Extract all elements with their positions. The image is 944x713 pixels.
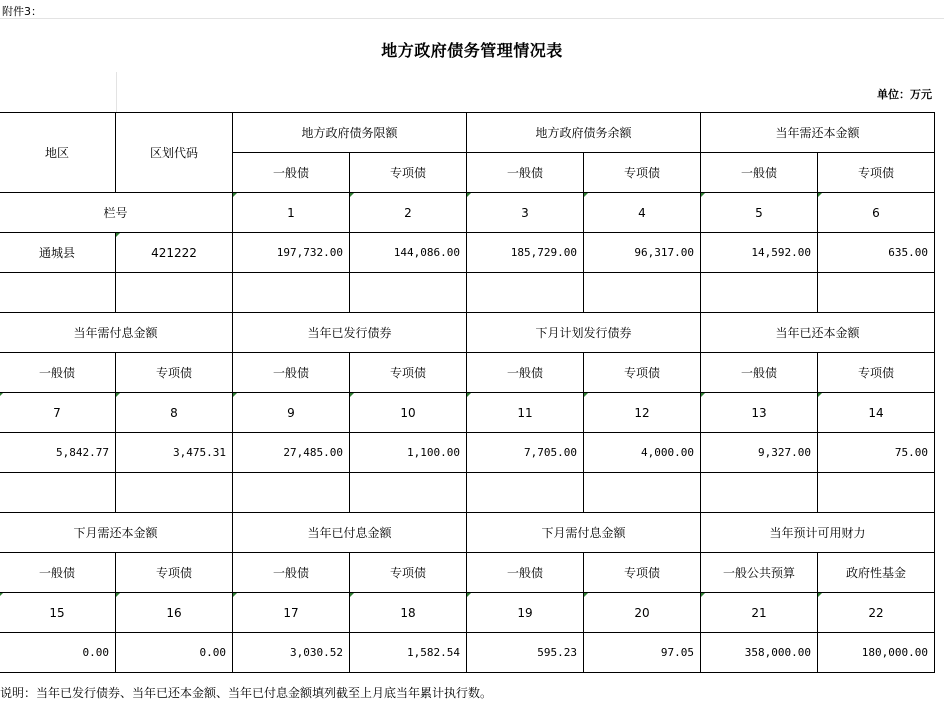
cell-marker-icon xyxy=(350,393,354,397)
value-cell[interactable]: 0.00 xyxy=(0,633,116,673)
empty-cell[interactable] xyxy=(116,473,233,513)
subheader: 专项债 xyxy=(350,153,467,193)
cell-marker-icon xyxy=(116,393,120,397)
empty-cell[interactable] xyxy=(467,473,584,513)
empty-cell[interactable] xyxy=(467,273,584,313)
header-region: 地区 xyxy=(0,113,116,193)
value-cell[interactable]: 97.05 xyxy=(584,633,701,673)
subheader: 专项债 xyxy=(350,553,467,593)
attachment-label: 附件3： xyxy=(2,5,42,18)
cell-marker-icon xyxy=(818,393,822,397)
value-cell[interactable]: 9,327.00 xyxy=(701,433,818,473)
column-number: 3 xyxy=(467,193,584,233)
header-group: 当年需还本金额 xyxy=(701,113,935,153)
header-group: 当年已付息金额 xyxy=(233,513,467,553)
column-number: 8 xyxy=(116,393,233,433)
cell-marker-icon xyxy=(584,393,588,397)
column-number: 13 xyxy=(701,393,818,433)
region-cell[interactable]: 通城县 xyxy=(0,233,116,273)
value-cell[interactable]: 14,592.00 xyxy=(701,233,818,273)
column-number: 7 xyxy=(0,393,116,433)
value-cell[interactable]: 27,485.00 xyxy=(233,433,350,473)
empty-cell[interactable] xyxy=(701,273,818,313)
value-cell[interactable]: 5,842.77 xyxy=(0,433,116,473)
subheader: 一般债 xyxy=(0,553,116,593)
value-cell[interactable]: 144,086.00 xyxy=(350,233,467,273)
subheader: 一般债 xyxy=(233,553,350,593)
cell-marker-icon xyxy=(350,593,354,597)
subheader-row xyxy=(0,353,935,393)
cell-marker-icon xyxy=(818,193,822,197)
cell-marker-icon xyxy=(467,593,471,597)
subheader: 政府性基金 xyxy=(818,553,935,593)
subheader: 专项债 xyxy=(818,153,935,193)
header-row xyxy=(0,513,935,553)
cell-marker-icon xyxy=(467,393,471,397)
value-cell[interactable]: 1,100.00 xyxy=(350,433,467,473)
header-group: 当年需付息金额 xyxy=(0,313,233,353)
subheader: 一般债 xyxy=(467,553,584,593)
subheader: 一般债 xyxy=(233,353,350,393)
gridline xyxy=(116,72,117,112)
value-cell[interactable]: 358,000.00 xyxy=(701,633,818,673)
header-group: 当年已还本金额 xyxy=(701,313,935,353)
header-group: 下月需还本金额 xyxy=(0,513,233,553)
empty-cell[interactable] xyxy=(233,273,350,313)
page-title: 地方政府债务管理情况表 xyxy=(381,41,563,60)
empty-cell[interactable] xyxy=(818,473,935,513)
cell-marker-icon xyxy=(350,193,354,197)
subheader: 专项债 xyxy=(584,153,701,193)
cell-marker-icon xyxy=(584,593,588,597)
cell-marker-icon xyxy=(116,233,120,237)
column-number: 6 xyxy=(818,193,935,233)
column-number: 14 xyxy=(818,393,935,433)
column-number: 21 xyxy=(701,593,818,633)
table-row xyxy=(0,633,935,673)
empty-row xyxy=(0,473,935,513)
header-group: 当年已发行债券 xyxy=(233,313,467,353)
value-cell[interactable]: 197,732.00 xyxy=(233,233,350,273)
value-cell[interactable]: 185,729.00 xyxy=(467,233,584,273)
empty-cell[interactable] xyxy=(818,273,935,313)
column-number: 15 xyxy=(0,593,116,633)
footnote: 说明：当年已发行债券、当年已还本金额、当年已付息金额填列截至上月底当年累计执行数。 xyxy=(0,686,493,700)
column-number: 5 xyxy=(701,193,818,233)
column-number: 22 xyxy=(818,593,935,633)
value-cell[interactable]: 635.00 xyxy=(818,233,935,273)
subheader: 专项债 xyxy=(584,553,701,593)
table-row xyxy=(0,233,935,273)
gridline xyxy=(0,18,944,19)
empty-cell[interactable] xyxy=(233,473,350,513)
value-cell[interactable]: 3,030.52 xyxy=(233,633,350,673)
cell-marker-icon xyxy=(233,593,237,597)
cell-marker-icon xyxy=(701,593,705,597)
unit-label: 单位：万元 xyxy=(877,88,932,101)
column-number-row xyxy=(0,593,935,633)
subheader: 一般公共预算 xyxy=(701,553,818,593)
subheader: 专项债 xyxy=(584,353,701,393)
column-number: 19 xyxy=(467,593,584,633)
column-number: 12 xyxy=(584,393,701,433)
cell-marker-icon xyxy=(116,593,120,597)
subheader: 专项债 xyxy=(818,353,935,393)
cell-marker-icon xyxy=(701,393,705,397)
subheader: 一般债 xyxy=(467,153,584,193)
value-cell[interactable]: 1,582.54 xyxy=(350,633,467,673)
subheader: 专项债 xyxy=(350,353,467,393)
subheader: 一般债 xyxy=(0,353,116,393)
empty-cell[interactable] xyxy=(116,273,233,313)
empty-cell[interactable] xyxy=(701,473,818,513)
column-number: 11 xyxy=(467,393,584,433)
value-cell[interactable]: 75.00 xyxy=(818,433,935,473)
column-number-label: 栏号 xyxy=(0,193,233,233)
value-cell[interactable]: 595.23 xyxy=(467,633,584,673)
subheader: 一般债 xyxy=(233,153,350,193)
header-row xyxy=(0,113,935,153)
cell-marker-icon xyxy=(0,393,3,397)
column-number: 17 xyxy=(233,593,350,633)
header-group: 地方政府债务限额 xyxy=(233,113,467,153)
subheader: 一般债 xyxy=(467,353,584,393)
header-group: 当年预计可用财力 xyxy=(701,513,935,553)
cell-marker-icon xyxy=(233,393,237,397)
cell-marker-icon xyxy=(233,193,237,197)
subheader: 专项债 xyxy=(116,353,233,393)
column-number: 4 xyxy=(584,193,701,233)
subheader-row xyxy=(0,553,935,593)
empty-cell[interactable] xyxy=(350,473,467,513)
cell-marker-icon xyxy=(0,593,3,597)
column-number-row xyxy=(0,193,935,233)
value-cell[interactable]: 4,000.00 xyxy=(584,433,701,473)
column-number: 9 xyxy=(233,393,350,433)
header-group: 下月计划发行债券 xyxy=(467,313,701,353)
header-row xyxy=(0,313,935,353)
header-code: 区划代码 xyxy=(116,113,233,193)
code-cell[interactable]: 421222 xyxy=(116,233,233,273)
cell-marker-icon xyxy=(701,193,705,197)
empty-row xyxy=(0,273,935,313)
empty-cell[interactable] xyxy=(584,473,701,513)
column-number: 18 xyxy=(350,593,467,633)
column-number: 16 xyxy=(116,593,233,633)
subheader: 专项债 xyxy=(116,553,233,593)
subheader: 一般债 xyxy=(701,153,818,193)
column-number: 20 xyxy=(584,593,701,633)
cell-marker-icon xyxy=(818,593,822,597)
value-cell[interactable]: 96,317.00 xyxy=(584,233,701,273)
empty-cell[interactable] xyxy=(0,273,116,313)
column-number-row xyxy=(0,393,935,433)
value-cell[interactable]: 0.00 xyxy=(116,633,233,673)
value-cell[interactable]: 180,000.00 xyxy=(818,633,935,673)
subheader: 一般债 xyxy=(701,353,818,393)
empty-cell[interactable] xyxy=(0,473,116,513)
value-cell[interactable]: 3,475.31 xyxy=(116,433,233,473)
empty-cell[interactable] xyxy=(350,273,467,313)
column-number: 2 xyxy=(350,193,467,233)
column-number: 10 xyxy=(350,393,467,433)
column-number: 1 xyxy=(233,193,350,233)
header-group: 下月需付息金额 xyxy=(467,513,701,553)
table-row xyxy=(0,433,935,473)
cell-marker-icon xyxy=(584,193,588,197)
empty-cell[interactable] xyxy=(584,273,701,313)
value-cell[interactable]: 7,705.00 xyxy=(467,433,584,473)
cell-marker-icon xyxy=(467,193,471,197)
header-group: 地方政府债务余额 xyxy=(467,113,701,153)
debt-table xyxy=(0,112,935,673)
